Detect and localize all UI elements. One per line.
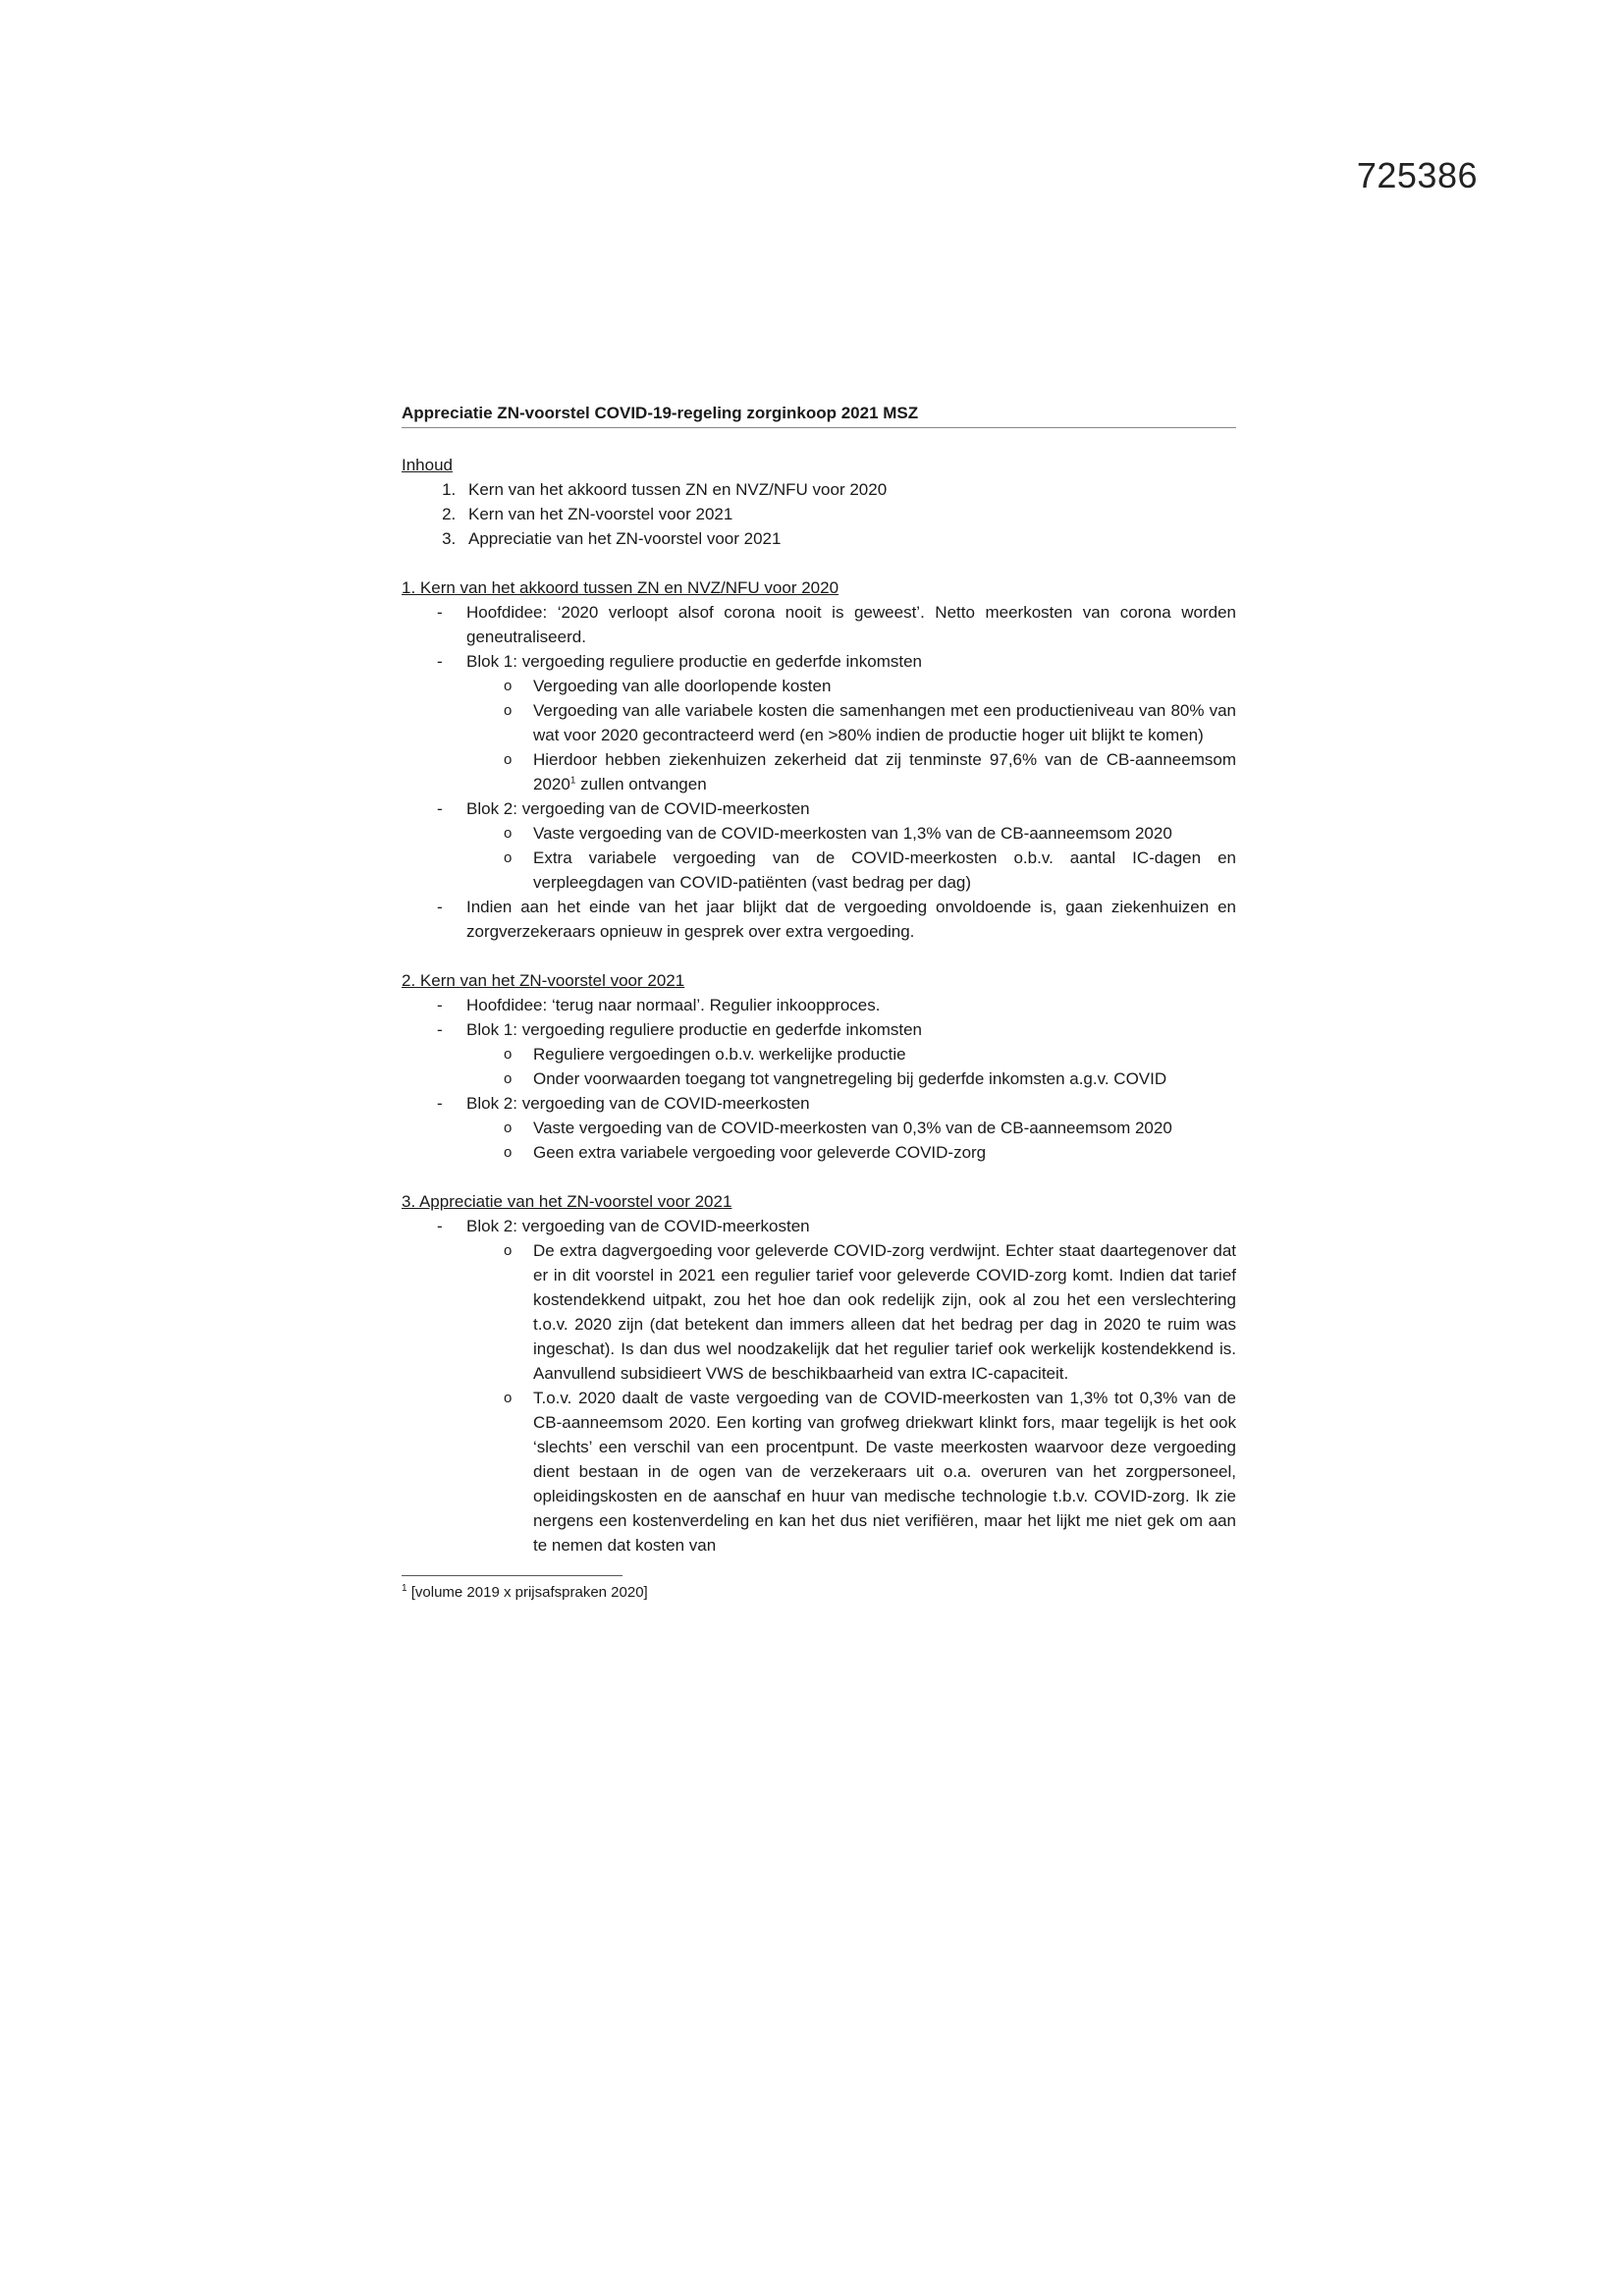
toc-item-2: 2. Kern van het ZN-voorstel voor 2021 [460, 502, 1236, 526]
document-id: 725386 [1356, 155, 1478, 195]
list-item: - Hoofdidee: ‘2020 verloopt alsof corona nooit is geweest’. Netto meerkosten van corona worden geneutraliseerd. [402, 600, 1236, 649]
list-item: - Blok 2: vergoeding van de COVID-meerkosten [402, 1214, 1236, 1238]
list-item: - Indien aan het einde van het jaar blijkt dat de vergoeding onvoldoende is, gaan ziekenhuizen en zorgverzekeraars opnieuw in gesprek over extra vergoeding. [402, 895, 1236, 944]
section-2-heading: 2. Kern van het ZN-voorstel voor 2021 [402, 971, 685, 990]
sub-list-item: o Vergoeding van alle variabele kosten die samenhangen met een productieniveau van 80% van wat voor 2020 gecontracteerd werd (en >80% indien de productie hoger uit blijkt te komen) [402, 698, 1236, 747]
sub-list-item: o Onder voorwaarden toegang tot vangnetregeling bij gederfde inkomsten a.g.v. COVID [402, 1066, 1236, 1091]
footnote-reference: 1 [569, 775, 576, 787]
sub-list-item: o Geen extra variabele vergoeding voor geleverde COVID-zorg [402, 1140, 1236, 1165]
footnote-text: [volume 2019 x prijsafspraken 2020] [406, 1584, 648, 1601]
footnote-mark: 1 [402, 1583, 407, 1594]
document-page [402, 401, 1236, 1605]
toc-item-1: 1. Kern van het akkoord tussen ZN en NVZ/NFU voor 2020 [460, 477, 1236, 502]
toc-item-3: 3. Appreciatie van het ZN-voorstel voor 2021 [460, 526, 1236, 551]
sub-list-text: zullen ontvangen [575, 775, 707, 793]
sub-list-item: o Vaste vergoeding van de COVID-meerkosten van 1,3% van de CB-aanneemsom 2020 [402, 821, 1236, 846]
table-of-contents [402, 477, 1236, 551]
sub-list-item: o T.o.v. 2020 daalt de vaste vergoeding van de COVID-meerkosten van 1,3% tot 0,3% van de CB-aanneemsom 2020. Een korting van grofweg driekwart klinkt fors, maar tegelijk is het ook ‘slechts’ een verschil van een procentpunt. De vaste meerkosten waarvoor deze vergoeding dient bestaan in de ogen van de verzekeraars uit o.a. overuren van het zorgpersoneel, opleidingskosten en de aanschaf en huur van medische technologie t.b.v. COVID-zorg. Ik zie nergens een kostenverdeling en kan het dus niet verifiëren, maar het lijkt me niet gek om aan te nemen dat kosten van [402, 1386, 1236, 1558]
sub-list-item: o Extra variabele vergoeding van de COVID-meerkosten o.b.v. aantal IC-dagen en verpleegdagen van COVID-patiënten (vast bedrag per dag) [402, 846, 1236, 895]
list-item: - Blok 2: vergoeding van de COVID-meerkosten [402, 796, 1236, 821]
sub-list-item: o Reguliere vergoedingen o.b.v. werkelijke productie [402, 1042, 1236, 1066]
sub-list-item: o De extra dagvergoeding voor geleverde COVID-zorg verdwijnt. Echter staat daartegenover dat er in dit voorstel in 2021 een regulier tarief voor geleverde COVID-zorg komt. Indien dat tarief kostendekkend uitpakt, zou het hoe dan ook redelijk zijn, ook al zou het een verslechtering t.o.v. 2020 zijn (dat betekent dan immers alleen dat het bedrag per dag in 2020 te ruim was ingeschat). Is dan dus wel noodzakelijk dat het regulier tarief ook werkelijk kostendekkend is. Aanvullend subsidieert VWS de beschikbaarheid van extra IC-capaciteit. [402, 1238, 1236, 1386]
footnote-divider [402, 1575, 622, 1576]
section-3-heading: 3. Appreciatie van het ZN-voorstel voor 2021 [402, 1192, 732, 1211]
toc-heading: Inhoud [402, 456, 453, 474]
document-title: Appreciatie ZN-voorstel COVID-19-regeling zorginkoop 2021 MSZ [402, 401, 1236, 428]
section-1-heading: 1. Kern van het akkoord tussen ZN en NVZ/NFU voor 2020 [402, 578, 839, 597]
sub-list-text: Hierdoor hebben ziekenhuizen zekerheid dat zij tenminste 97,6% van de CB-aanneemsom 2020 [533, 750, 1236, 793]
list-item: - Blok 1: vergoeding reguliere productie en gederfde inkomsten [402, 649, 1236, 674]
list-item: - Blok 2: vergoeding van de COVID-meerkosten [402, 1091, 1236, 1116]
list-item: - Hoofdidee: ‘terug naar normaal’. Regulier inkoopproces. [402, 993, 1236, 1017]
footnote [402, 1580, 1236, 1605]
sub-list-item [402, 747, 1236, 796]
sub-list-item: o Vaste vergoeding van de COVID-meerkosten van 0,3% van de CB-aanneemsom 2020 [402, 1116, 1236, 1140]
list-item: - Blok 1: vergoeding reguliere productie en gederfde inkomsten [402, 1017, 1236, 1042]
sub-list-item: o Vergoeding van alle doorlopende kosten [402, 674, 1236, 698]
